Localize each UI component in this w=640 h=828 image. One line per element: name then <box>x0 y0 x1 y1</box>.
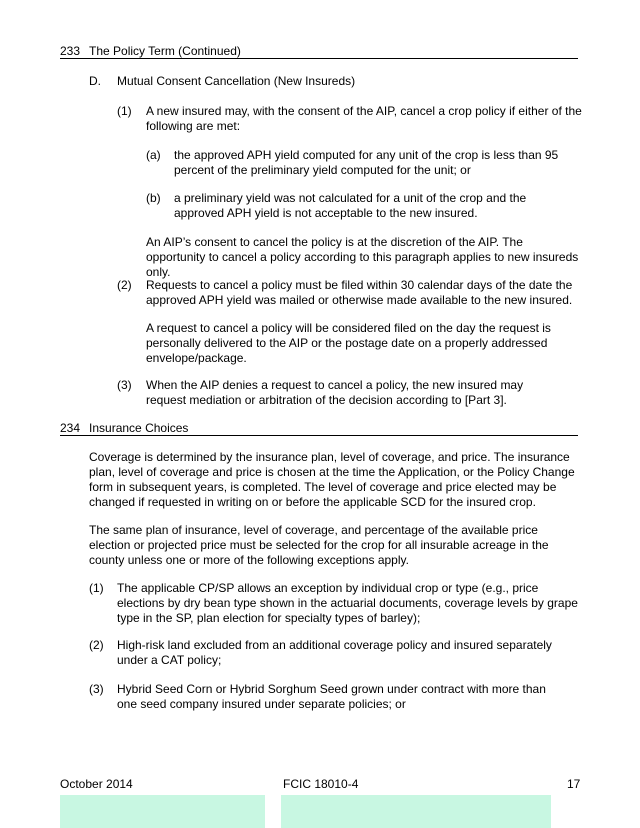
paragraph-label: D. <box>89 74 101 88</box>
item-label: (3) <box>89 682 104 696</box>
section-233-header <box>60 44 578 59</box>
section-234-header <box>60 421 578 436</box>
sub-item-label: (a) <box>146 148 161 162</box>
item-label: (2) <box>89 638 104 652</box>
body-paragraph: The same plan of insurance, level of coverage, and percentage of the available price election or projected price must be selected for the crop for all insurable acreage in the county unless one or more of the following exceptions apply. <box>89 523 549 567</box>
footer-date: October 2014 <box>60 777 133 791</box>
body-paragraph: Coverage is determined by the insurance plan, level of coverage, and price. The insurance plan, level of coverage and price is chosen at the time the Application, or the Policy Change form in subsequent years, is completed. The level of coverage and price elected may be changed if requested in writing on or before the applicable SCD for the insured crop. <box>89 450 575 509</box>
item-label: (3) <box>117 378 132 392</box>
item-text: Requests to cancel a policy must be filed within 30 calendar days of the date the approved APH yield was mailed or otherwise made available to the new insured. <box>146 278 573 307</box>
item-text: A new insured may, with the consent of the AIP, cancel a crop policy if either of the following are met: <box>146 104 582 133</box>
section-number: 234 <box>60 421 81 435</box>
filed-note: A request to cancel a policy will be considered filed on the day the request is personally delivered to the AIP or the postage date on a properly addressed envelope/package. <box>146 321 551 365</box>
sub-item-text: a preliminary yield was not calculated for a unit of the crop and the approved APH yield is not acceptable to the new insured. <box>174 191 527 220</box>
item-text: High-risk land excluded from an additional coverage policy and insured separately under a CAT policy; <box>117 638 552 667</box>
item-text: The applicable CP/SP allows an exception by individual crop or type (e.g., price elections by dry bean type shown in the actuarial documents, coverage levels by grape type in the SP, plan election for specialty types of barley); <box>117 581 578 625</box>
item-text: Hybrid Seed Corn or Hybrid Sorghum Seed grown under contract with more than one seed company insured under separate policies; or <box>117 682 546 711</box>
sub-item-text: the approved APH yield computed for any unit of the crop is less than 95 percent of the preliminary yield computed for the unit; or <box>174 148 559 177</box>
paragraph-heading: Mutual Consent Cancellation (New Insureds) <box>117 74 356 88</box>
item-label: (1) <box>117 104 132 118</box>
item-text: When the AIP denies a request to cancel a policy, the new insured may request mediation or arbitration of the decision according to [Part 3]. <box>146 378 524 407</box>
footer-band-right <box>281 795 551 828</box>
section-title: Insurance Choices <box>89 421 189 435</box>
footer-page-number: 17 <box>567 777 581 791</box>
footer-band-left <box>60 795 265 828</box>
sub-item-label: (b) <box>146 191 161 205</box>
item-label: (1) <box>89 581 104 595</box>
section-number: 233 <box>60 44 81 58</box>
item-label: (2) <box>117 278 132 292</box>
footer-doc-id: FCIC 18010-4 <box>283 777 359 791</box>
consent-note: An AIP’s consent to cancel the policy is at the discretion of the AIP. The opportunity to cancel a policy according to this paragraph applies to new insureds only. <box>146 235 579 279</box>
section-title: The Policy Term (Continued) <box>89 44 241 58</box>
